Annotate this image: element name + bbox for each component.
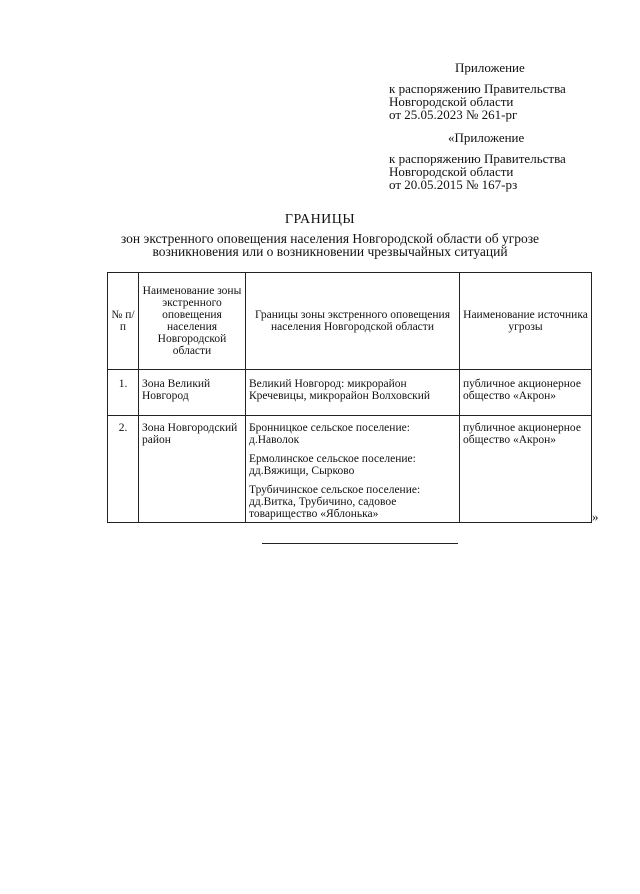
zone-borders	[246, 370, 460, 416]
row-number: 2.	[108, 416, 139, 523]
threat-source: публичное акционерное общество «Акрон»	[460, 416, 592, 523]
table-header-row	[108, 273, 592, 370]
zone-name: Зона Новгородский район	[139, 416, 246, 523]
border-entry: Ермолинское сельское поселение: дд.Вяжищи, Сырково	[249, 453, 416, 477]
threat-source: публичное акционерное общество «Акрон»	[460, 370, 592, 416]
border-entry: Бронницкое сельское поселение: д.Наволок	[249, 422, 410, 446]
appendix-date-number: от 20.05.2015 № 167-рз	[389, 177, 518, 192]
closing-quote: »	[592, 509, 599, 524]
table-row	[108, 370, 592, 416]
appendix-title: «Приложение	[448, 130, 525, 145]
border-entry: Трубичинское сельское поселение: дд.Витка, Трубичино, садовое товарищество «Яблонька»	[249, 484, 421, 520]
table-row	[108, 416, 592, 523]
appendix-title: Приложение	[455, 60, 525, 75]
document-subtitle: зон экстренного оповещения населения Новгородской области об угрозе возникновения или о возникновении чрезвычайных ситуаций	[120, 231, 540, 259]
row-number: 1.	[108, 370, 139, 416]
zones-table	[107, 272, 592, 523]
appendix-line: Новгородской области	[389, 94, 514, 109]
column-header-number: № п/п	[108, 273, 139, 370]
end-divider	[262, 543, 458, 544]
zone-name: Зона Великий Новгород	[139, 370, 246, 416]
appendix-date-number: от 25.05.2023 № 261-рг	[389, 107, 518, 122]
column-header-zone: Наименование зоны экстренного оповещения населения Новгородской области	[139, 273, 246, 370]
document-title: ГРАНИЦЫ	[284, 212, 356, 227]
column-header-source: Наименование источника угрозы	[460, 273, 592, 370]
column-header-borders: Границы зоны экстренного оповещения населения Новгородской области	[246, 273, 460, 370]
appendix-line: к распоряжению Правительства	[389, 81, 566, 96]
border-entry: Великий Новгород: микрорайон Кречевицы, микрорайон Волховский	[249, 378, 431, 402]
appendix-line: к распоряжению Правительства	[389, 151, 566, 166]
zone-borders	[246, 416, 460, 523]
appendix-line: Новгородской области	[389, 164, 514, 179]
